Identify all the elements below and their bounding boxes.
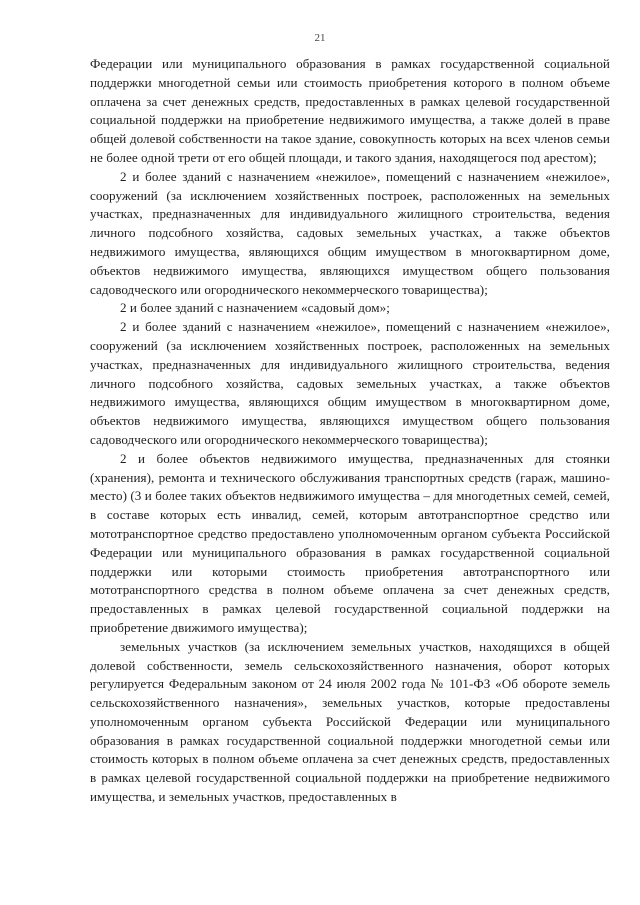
paragraph-garden-houses: 2 и более зданий с назначением «садовый дом»; — [120, 300, 390, 316]
paragraph-nonresidential-buildings-repeat: 2 и более зданий с назначением «нежилое», помещений с назначением «нежилое», сооружений (за исключением хозяйственных построек, расположенных на земельных участках, предназначенных для индивидуального жилищного строительства, ведения личного подсобного хозяйства, садовых земельных участках, а также объектов недвижимого имущества, являющихся общим имуществом в многоквартирном доме, объектов недвижимого имущества, являющихся имуществом общего пользования садоводческого или огороднического некоммерческого товарищества); — [90, 319, 610, 447]
paragraph-nonresidential-buildings: 2 и более зданий с назначением «нежилое», помещений с назначением «нежилое», сооружений (за исключением хозяйственных построек, расположенных на земельных участках, предназначенных для индивидуального жилищного строительства, ведения личного подсобного хозяйства, садовых земельных участках, а также объектов недвижимого имущества, являющихся общим имуществом в многоквартирном доме, объектов недвижимого имущества, являющихся имуществом общего пользования садоводческого или огороднического некоммерческого товарищества); — [90, 168, 610, 297]
page-number: 21 — [314, 32, 326, 44]
paragraph-land-plots: земельных участков (за исключением земельных участков, находящихся в общей долевой собственности, земель сельскохозяйственного назначения, оборот которых регулируется Федеральным законом от 24 июля 2002 года № 101-ФЗ «Об обороте земель сельскохозяйственного назначения», земельных участков, которые предоставлены уполномоченным органом субъекта Российской Федерации или муниципального образования в рамках государственной социальной поддержки многодетной семьи или стоимость которых в полном объеме оплачена за счет денежных средств, предоставленных в рамках целевой государственной социальной поддержки на приобретение недвижимого имущества, и земельных участков, предоставленных в — [90, 638, 610, 805]
paragraph-garages: 2 и более объектов недвижимого имущества, предназначенных для стоянки (хранения), ремонта и технического обслуживания транспортных средств (гараж, машино-место) (3 и более таких объектов недвижимого имущества – для многодетных семей, семей, в составе которых есть инвалид, семей, которым автотранспортное средство или мототранспортное средство предоставлено уполномоченным органом субъекта Российской Федерации или муниципального образования в рамках государственной социальной поддержки или которыми стоимость приобретения автотранспортного или мототранспортного средства в полном объеме оплачена за счет денежных средств, предоставленных в рамках целевой государственной социальной поддержки на приобретение движимого имущества); — [90, 450, 610, 635]
body-text — [90, 55, 610, 807]
paragraph-continuation: Федерации или муниципального образования в рамках государственной социальной поддержки многодетной семьи или стоимость приобретения которого в полном объеме оплачена за счет денежных средств, предоставленных в рамках целевой государственной социальной поддержки на приобретение недвижимого имущества, а также долей в праве общей долевой собственности на такое здание, совокупность которых на всех членов семьи не более одной трети от его общей площади, и такого здания, находящегося под арестом); — [90, 56, 610, 165]
